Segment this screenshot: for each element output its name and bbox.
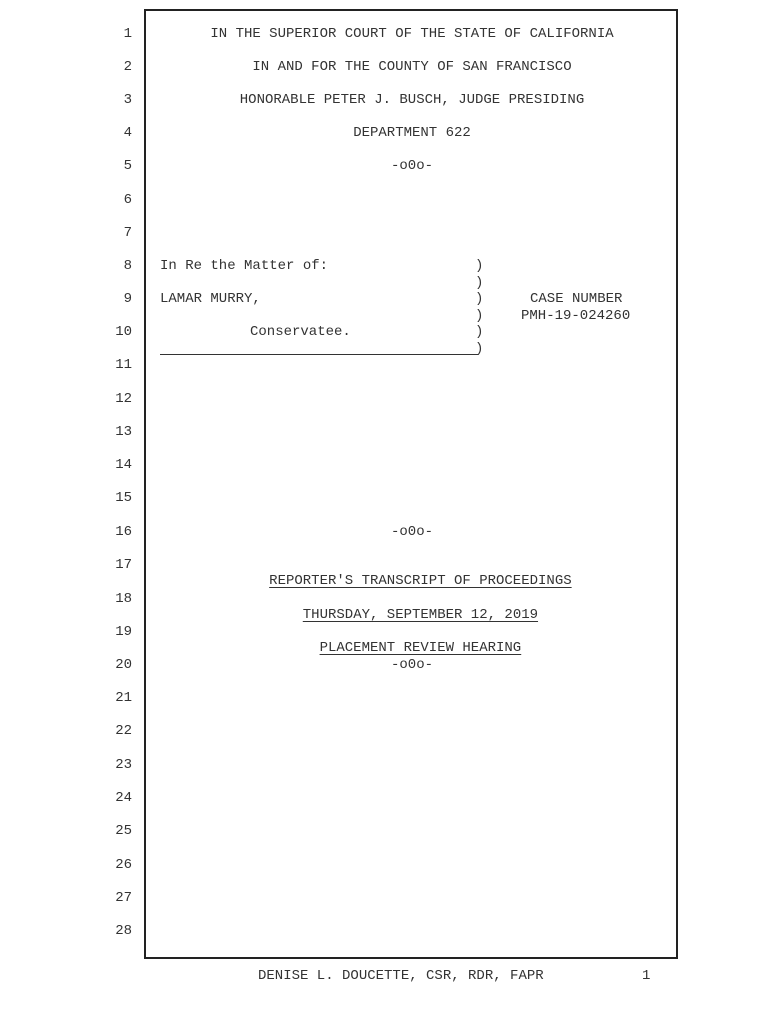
hearing-type-row [146,624,678,656]
caption-paren: ) [475,324,484,340]
title-separator-bottom: -o0o- [390,657,433,673]
transcript-page-frame [144,9,678,959]
line-number: 28 [115,923,132,939]
line-number: 15 [115,490,132,506]
hearing-date-row [146,591,678,623]
transcript-title: REPORTER'S TRANSCRIPT OF PROCEEDINGS [269,573,572,589]
caption-rule [160,354,478,355]
line-number: 3 [123,92,132,108]
party-role: Conservatee. [250,324,351,340]
transcript-title-row [146,557,678,589]
line-number: 20 [115,657,132,673]
header-separator: -o0o- [390,158,433,174]
line-number: 17 [115,557,132,573]
line-number: 8 [123,258,132,274]
hearing-type: PLACEMENT REVIEW HEARING [319,640,522,656]
line-number: 7 [123,225,132,241]
presiding-judge: HONORABLE PETER J. BUSCH, JUDGE PRESIDING [239,92,585,108]
line-number: 10 [115,324,132,340]
caption-paren: ) [475,291,484,307]
line-number: 21 [115,690,132,706]
line-number: 4 [123,125,132,141]
line-number: 9 [123,291,132,307]
hearing-date: THURSDAY, SEPTEMBER 12, 2019 [302,607,539,623]
line-number: 19 [115,624,132,640]
case-number-label: CASE NUMBER [530,291,623,307]
reporter-credit: DENISE L. DOUCETTE, CSR, RDR, FAPR [258,968,544,984]
caption-paren: ) [475,258,484,274]
county-name: IN AND FOR THE COUNTY OF SAN FRANCISCO [252,59,572,75]
line-number: 24 [115,790,132,806]
line-number: 23 [115,757,132,773]
line-number: 25 [115,823,132,839]
line-number: 26 [115,857,132,873]
line-number: 27 [115,890,132,906]
line-number: 22 [115,723,132,739]
caption-paren: ) [475,341,484,357]
court-name: IN THE SUPERIOR COURT OF THE STATE OF CALIFORNIA [210,26,614,42]
line-number: 14 [115,457,132,473]
line-number: 6 [123,192,132,208]
caption-paren: ) [475,275,484,291]
case-number: PMH-19-024260 [521,308,631,324]
party-name: LAMAR MURRY, [160,291,261,307]
line-number: 12 [115,391,132,407]
caption-paren: ) [475,308,484,324]
page-number: 1 [642,968,651,984]
line-number: 1 [123,26,132,42]
matter-label: In Re the Matter of: [160,258,329,274]
line-number: 16 [115,524,132,540]
line-number: 5 [123,158,132,174]
department: DEPARTMENT 622 [353,125,471,141]
line-number: 18 [115,591,132,607]
line-number: 13 [115,424,132,440]
line-number: 11 [115,357,132,373]
line-number: 2 [123,59,132,75]
title-separator-top: -o0o- [390,524,433,540]
